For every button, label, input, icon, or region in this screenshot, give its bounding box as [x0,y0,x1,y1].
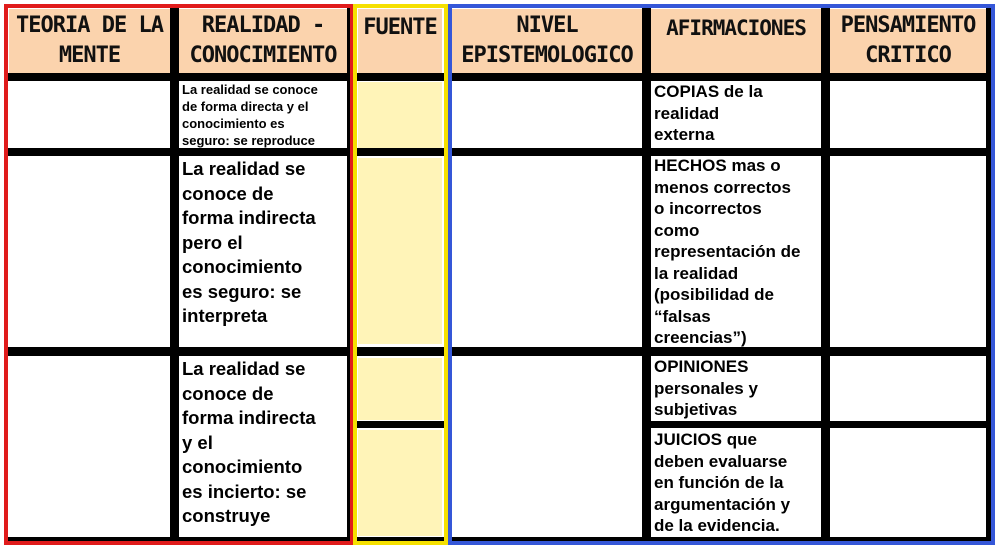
afirmacion-copias-keyword: COPIAS [654,82,720,101]
header-fuente: FUENTE [358,9,442,73]
header-pensamiento-critico: PENSAMIENTO CRITICO [830,9,986,73]
header-afirmaciones: AFIRMACIONES [651,9,821,73]
afirmacion-opiniones-keyword: OPINIONES [654,357,749,376]
afirmacion-opiniones [654,356,820,421]
afirmacion-hechos-keyword: HECHOS [654,156,727,175]
afirmacion-copias-text: de la realidad externa [654,82,763,144]
header-teoria-de-la-mente: TEORIA DE LA MENTE [9,9,170,73]
afirmacion-juicios-keyword: JUICIOS [654,430,723,449]
afirmacion-copias [654,81,820,146]
source-frame [353,4,448,545]
header-realidad-conocimiento: REALIDAD - CONOCIMIENTO [179,9,347,73]
afirmacion-opiniones-text: personales y subjetivas [654,378,758,419]
afirmacion-juicios [654,429,820,537]
realidad-cell-3: La realidad se conoce de forma indirecta y el conocimiento es incierto: se construye [182,358,316,526]
realidad-cell-1: La realidad se conoce de forma directa y el conocimiento es seguro: se reproduce [182,82,318,148]
afirmacion-juicios-text: que deben evaluarse en función de la argumentación y de la evidencia. [654,430,791,535]
afirmacion-hechos-text: mas o menos correctos o incorrectos como representación de la realidad (posibilidad de “falsas creencias”) [654,156,801,347]
header-nivel-epistemologico: NIVEL EPISTEMOLOGICO [452,9,642,73]
realidad-cell-2: La realidad se conoce de forma indirecta pero el conocimiento es seguro: se interpreta [182,158,316,326]
afirmacion-hechos [654,155,820,349]
